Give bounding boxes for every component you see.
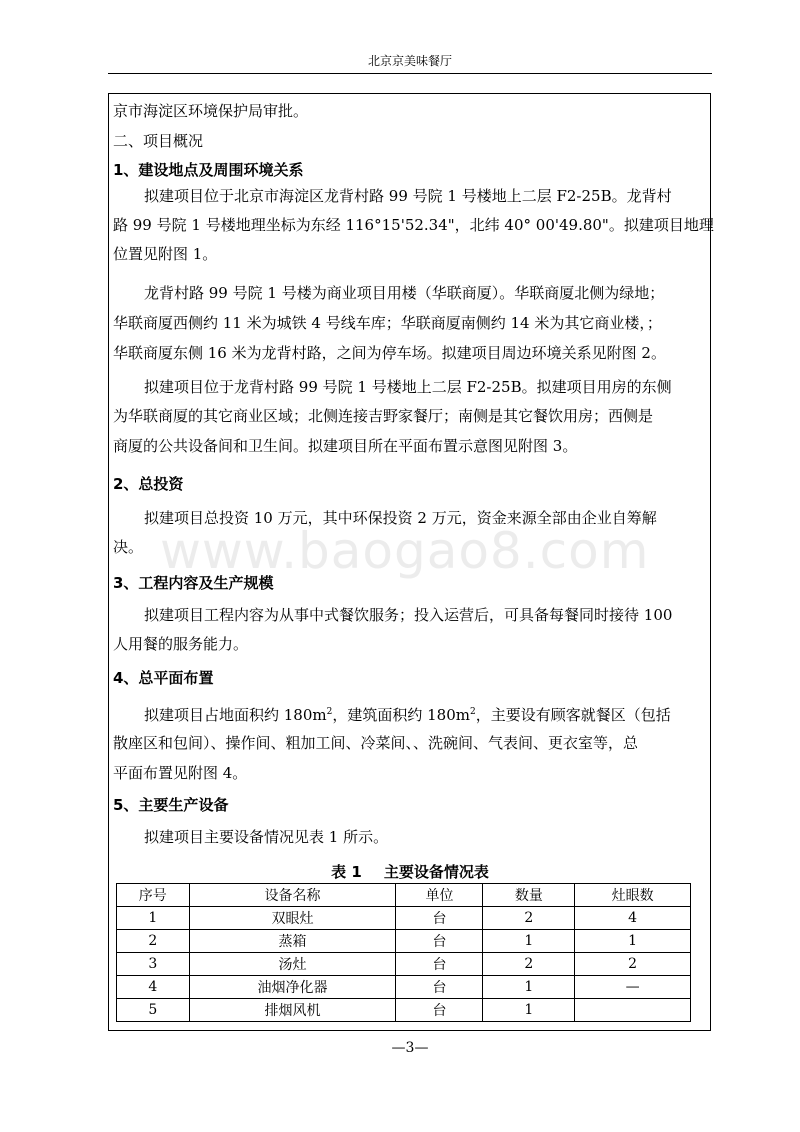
paragraph-line: 路 99 号院 1 号楼地理坐标为东经 116°15'52.34"，北纬 40° 00'49.80"。拟建项目地理 <box>113 216 714 234</box>
text-segment: ，建筑面积约 180m <box>332 706 470 724</box>
table-caption <box>108 861 712 882</box>
table-cell: 2 <box>483 953 575 976</box>
text-segment: ，主要设有顾客就餐区（包括 <box>475 706 671 724</box>
section-heading: 二、项目概况 <box>113 132 204 150</box>
paragraph-line: 商厦的公共设备间和卫生间。拟建项目所在平面布置示意图见附图 3。 <box>113 437 578 455</box>
paragraph-line: 位置见附图 1。 <box>113 245 218 263</box>
paragraph-line: 龙背村路 99 号院 1 号楼为商业项目用楼（华联商厦）。华联商厦北侧为绿地； <box>144 284 665 302</box>
table-cell: 1 <box>483 976 575 999</box>
paragraph-line <box>144 702 704 725</box>
paragraph-line: 人用餐的服务能力。 <box>113 635 249 653</box>
subsection-heading: 5、主要生产设备 <box>113 796 229 814</box>
column-header: 单位 <box>396 884 483 907</box>
table-number: 表 1 <box>331 863 362 881</box>
table-cell: 油烟净化器 <box>189 976 396 999</box>
page-header-title: 北京京美味餐厅 <box>367 54 452 68</box>
table-header-row <box>117 884 691 907</box>
table-cell: — <box>575 976 691 999</box>
table-cell: 台 <box>396 930 483 953</box>
table-cell: 1 <box>483 930 575 953</box>
subsection-heading: 2、总投资 <box>113 475 184 493</box>
table-row <box>117 976 691 999</box>
paragraph-line: 华联商厦西侧约 11 米为城铁 4 号线车库；华联商厦南侧约 14 米为其它商业楼，； <box>113 314 662 332</box>
table-cell: 2 <box>483 907 575 930</box>
table-row <box>117 930 691 953</box>
paragraph-line: 拟建项目位于北京市海淀区龙背村路 99 号院 1 号楼地上二层 F2-25B。龙背村 <box>144 187 672 205</box>
header-rule <box>108 73 712 74</box>
table-cell: 台 <box>396 976 483 999</box>
text-segment: 拟建项目占地面积约 180m <box>144 706 327 724</box>
table-cell: 1 <box>483 999 575 1022</box>
table-cell: 1 <box>575 930 691 953</box>
column-header: 设备名称 <box>189 884 396 907</box>
table-row <box>117 999 691 1022</box>
superscript: 2 <box>326 707 333 717</box>
table-cell: 2 <box>575 953 691 976</box>
page-number: —3— <box>391 1040 429 1056</box>
table-cell: 汤灶 <box>189 953 396 976</box>
paragraph-line: 为华联商厦的其它商业区域；北侧连接吉野家餐厅；南侧是其它餐饮用房；西侧是 <box>113 407 654 425</box>
watermark: www.baogao8.com <box>160 522 650 580</box>
table-cell <box>575 999 691 1022</box>
paragraph-line: 拟建项目主要设备情况见表 1 所示。 <box>144 828 389 846</box>
paragraph-line: 京市海淀区环境保护局审批。 <box>113 102 309 120</box>
table-cell: 5 <box>117 999 190 1022</box>
paragraph-line: 决。 <box>113 538 144 556</box>
table-cell: 蒸箱 <box>189 930 396 953</box>
table-title: 主要设备情况表 <box>383 863 489 881</box>
paragraph-line: 平面布置见附图 4。 <box>113 764 248 782</box>
table-cell: 台 <box>396 999 483 1022</box>
paragraph-line: 拟建项目位于龙背村路 99 号院 1 号楼地上二层 F2-25B。拟建项目用房的东侧 <box>144 378 672 396</box>
paragraph-line: 拟建项目工程内容为从事中式餐饮服务；投入运营后，可具备每餐同时接待 100 <box>144 606 673 624</box>
column-header: 灶眼数 <box>575 884 691 907</box>
table-cell: 1 <box>117 907 190 930</box>
table-cell: 台 <box>396 953 483 976</box>
table-cell: 台 <box>396 907 483 930</box>
paragraph-line: 散座区和包间）、操作间、粗加工间、冷菜间、、洗碗间、气表间、更衣室等，总 <box>113 734 639 752</box>
table-cell: 4 <box>575 907 691 930</box>
equipment-table <box>116 883 691 1022</box>
paragraph-line: 华联商厦东侧 16 米为龙背村路，之间为停车场。拟建项目周边环境关系见附图 2。 <box>113 344 666 362</box>
table-cell: 3 <box>117 953 190 976</box>
table-cell: 4 <box>117 976 190 999</box>
table-cell: 2 <box>117 930 190 953</box>
paragraph-line: 拟建项目总投资 10 万元，其中环保投资 2 万元，资金来源全部由企业自筹解 <box>144 509 657 527</box>
subsection-heading: 1、建设地点及周围环境关系 <box>113 161 304 179</box>
subsection-heading: 4、总平面布置 <box>113 669 214 687</box>
column-header: 序号 <box>117 884 190 907</box>
superscript: 2 <box>469 707 476 717</box>
subsection-heading: 3、工程内容及生产规模 <box>113 574 274 592</box>
table-row <box>117 953 691 976</box>
table-cell: 排烟风机 <box>189 999 396 1022</box>
column-header: 数量 <box>483 884 575 907</box>
table-cell: 双眼灶 <box>189 907 396 930</box>
table-row <box>117 907 691 930</box>
